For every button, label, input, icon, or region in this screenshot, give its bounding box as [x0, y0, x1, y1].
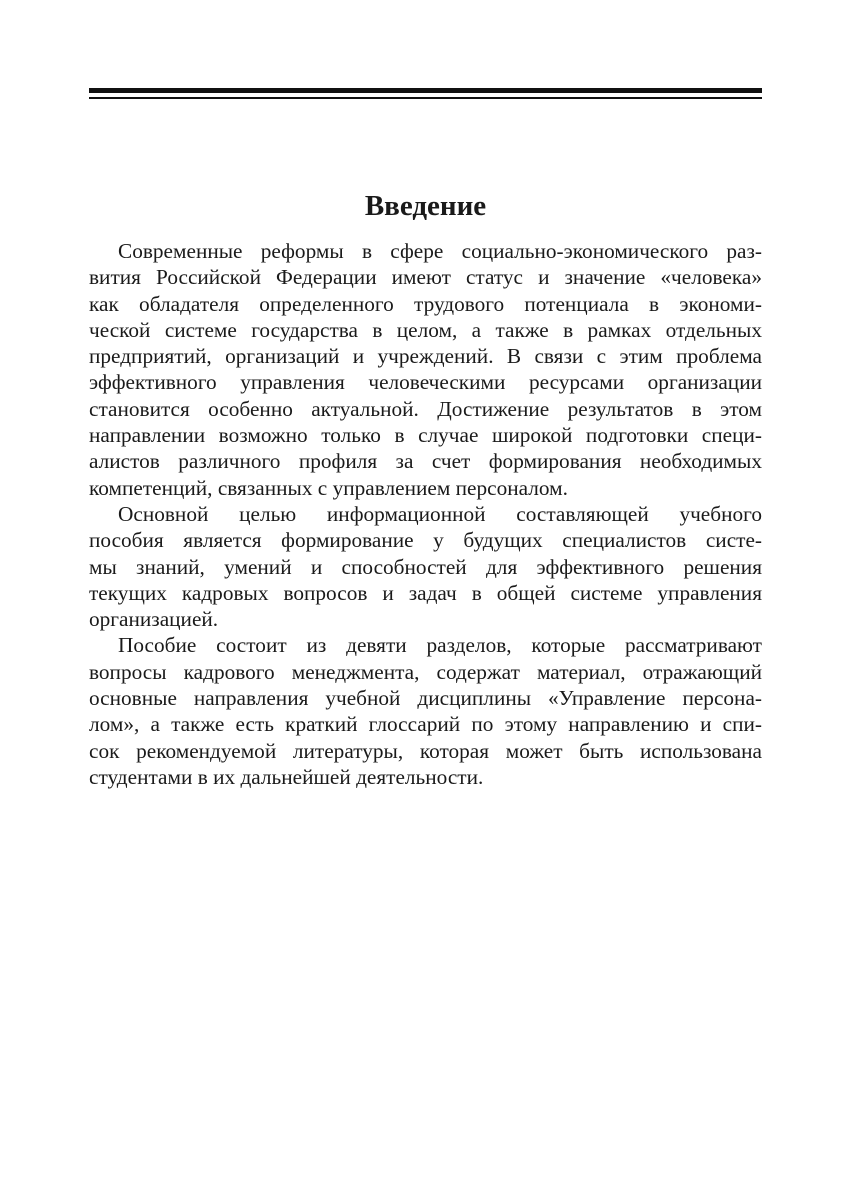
- text-line: лом», а также есть краткий глоссарий по этому направлению и спи-: [89, 712, 762, 737]
- paragraph-2: [89, 501, 762, 632]
- text-line: мы знаний, умений и способностей для эффективного решения: [89, 554, 762, 579]
- text-line: текущих кадровых вопросов и задач в общей системе управления: [89, 580, 762, 605]
- text-line: организацией.: [89, 607, 219, 632]
- text-line: основные направления учебной дисциплины «Управление персона-: [89, 686, 762, 711]
- text-line: вития Российской Федерации имеют статус и значение «человека»: [89, 265, 762, 290]
- text-line: эффективного управления человеческими ресурсами организации: [89, 370, 762, 395]
- text-line: Современные реформы в сфере социально-экономического раз-: [118, 239, 762, 263]
- text-line: становится особенно актуальной. Достижение результатов в этом: [89, 396, 762, 421]
- text-line: как обладателя определенного трудового потенциала в экономи-: [89, 291, 762, 316]
- text-line: алистов различного профиля за счет формирования необходимых: [89, 449, 762, 474]
- text-line: сок рекомендуемой литературы, которая может быть использована: [89, 738, 762, 763]
- body-text: [89, 238, 762, 790]
- text-line: вопросы кадрового менеджмента, содержат материал, отражающий: [89, 659, 762, 684]
- text-line: пособия является формирование у будущих специалистов систе-: [89, 528, 762, 553]
- header-rule-thick: [89, 88, 762, 93]
- text-line: компетенций, связанных с управлением персоналом.: [89, 475, 568, 500]
- text-line: студентами в их дальнейшей деятельности.: [89, 764, 484, 789]
- text-line: направлении возможно только в случае широкой подготовки специ-: [89, 423, 762, 448]
- text-line: Пособие состоит из девяти разделов, которые рассматривают: [118, 633, 762, 658]
- paragraph-3: [89, 632, 762, 790]
- header-rule-thin: [89, 97, 762, 99]
- text-line: Основной целью информационной составляющей учебного: [118, 501, 762, 526]
- paragraph-1: [89, 238, 762, 501]
- section-title: Введение: [364, 190, 487, 222]
- text-line: предприятий, организаций и учреждений. В связи с этим проблема: [89, 344, 762, 369]
- header-double-rule: [89, 88, 762, 102]
- text-line: ческой системе государства в целом, а также в рамках отдельных: [89, 317, 762, 342]
